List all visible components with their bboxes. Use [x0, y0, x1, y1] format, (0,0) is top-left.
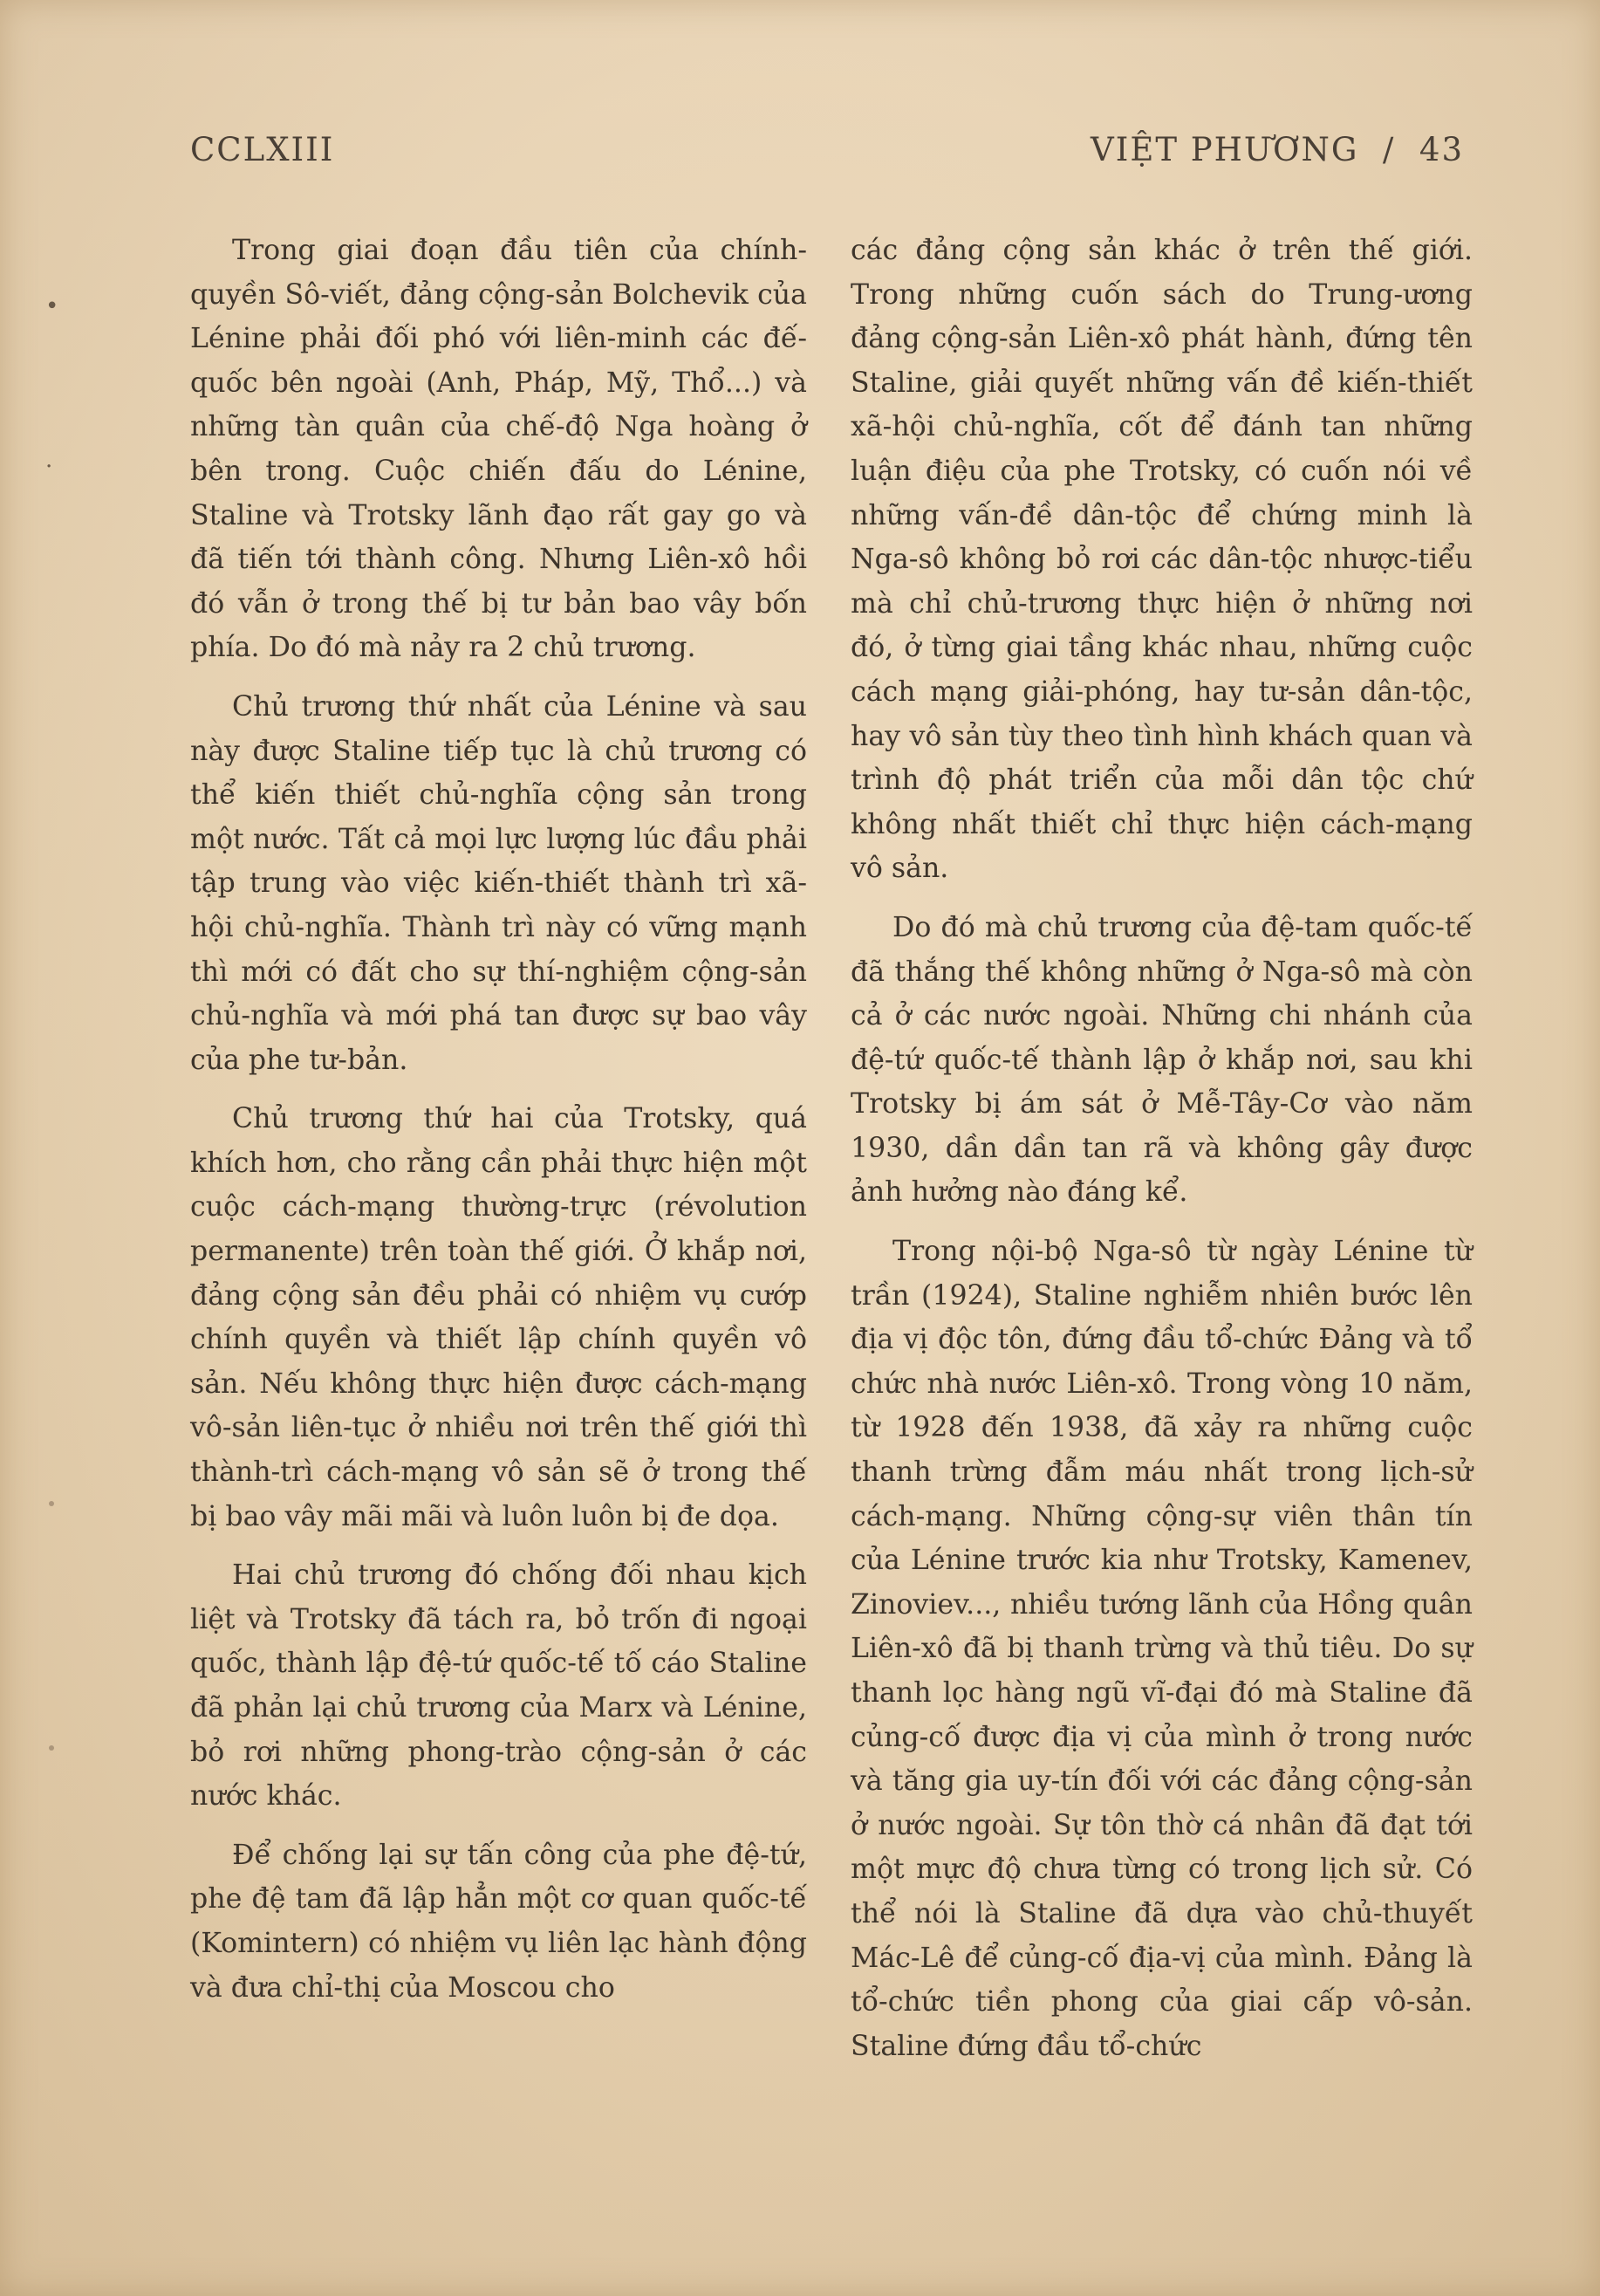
right-text-column: [851, 229, 1473, 2068]
paragraph: Do đó mà chủ trương của đệ-tam quốc-tế đã thắng thế không những ở Nga-sô mà còn cả ở các nước ngoài. Những chi nhánh của đệ-tứ quốc-tế thành lập ở khắp nơi, sau khi Trotsky bị ám sát ở Mễ-Tây-Cơ vào năm 1930, dần dần tan rã và không gây được ảnh hưởng nào đáng kể.: [851, 911, 1473, 1209]
margin-mark: ·: [45, 454, 53, 480]
chapter-number: CCLXIII: [190, 131, 335, 168]
margin-dot: [49, 1501, 54, 1506]
paragraph: Để chống lại sự tấn công của phe đệ-tứ, phe đệ tam đã lập hẳn một cơ quan quốc-tế (Komintern) có nhiệm vụ liên lạc hành động và đưa chỉ-thị của Moscou cho: [190, 1839, 807, 2004]
paragraph: Chủ trương thứ nhất của Lénine và sau này được Staline tiếp tục là chủ trương có thể kiến thiết chủ-nghĩa cộng sản trong một nước. Tất cả mọi lực lượng lúc đầu phải tập trung vào việc kiến-thiết thành trì xã-hội chủ-nghĩa. Thành trì này có vững mạnh thì mới có đất cho sự thí-nghiệm cộng-sản chủ-nghĩa và mới phá tan được sự bao vây của phe tư-bản.: [190, 690, 807, 1076]
left-text-column: [190, 229, 807, 2010]
paragraph: Hai chủ trương đó chống đối nhau kịch liệt và Trotsky đã tách ra, bỏ trốn đi ngoại quốc, thành lập đệ-tứ quốc-tế tố cáo Staline đã phản lại chủ trương của Marx và Lénine, bỏ rơi những phong-trào cộng-sản ở các nước khác.: [190, 1559, 807, 1813]
margin-dot: [49, 1745, 54, 1751]
book-title-and-page-number: VIỆT PHƯƠNG / 43: [1091, 131, 1464, 168]
margin-mark: •: [45, 293, 59, 319]
paragraph: Trong nội-bộ Nga-sô từ ngày Lénine từ trần (1924), Staline nghiễm nhiên bước lên địa vị độc tôn, đứng đầu tổ-chức Đảng và tổ chức nhà nước Liên-xô. Trong vòng 10 năm, từ 1928 đến 1938, đã xảy ra những cuộc thanh trừng đẫm máu nhất trong lịch-sử cách-mạng. Những cộng-sự viên thân tín của Lénine trước kia như Trotsky, Kamenev, Zinoviev..., nhiều tướng lãnh của Hồng quân Liên-xô đã bị thanh trừng và thủ tiêu. Do sự thanh lọc hàng ngũ vĩ-đại đó mà Staline đã củng-cố được địa vị của mình ở trong nước và tăng gia uy-tín đối với các đảng cộng-sản ở nước ngoài. Sự tôn thờ cá nhân đã đạt tới một mực độ chưa từng có trong lịch sử. Có thể nói là Staline đã dựa vào chủ-thuyết Mác-Lê để củng-cố địa-vị của mình. Đảng là tổ-chức tiền phong của giai cấp vô-sản. Staline đứng đầu tổ-chức: [851, 1236, 1473, 2062]
paragraph: Chủ trương thứ hai của Trotsky, quá khích hơn, cho rằng cần phải thực hiện một cuộc cách-mạng thường-trực (révolution permanente) trên toàn thế giới. Ở khắp nơi, đảng cộng sản đều phải có nhiệm vụ cướp chính quyền và thiết lập chính quyền vô sản. Nếu không thực hiện được cách-mạng vô-sản liên-tục ở nhiều nơi trên thế giới thì thành-trì cách-mạng vô sản sẽ ở trong thế bị bao vây mãi mãi và luôn luôn bị đe dọa.: [190, 1103, 807, 1532]
paragraph: các đảng cộng sản khác ở trên thế giới. Trong những cuốn sách do Trung-ương đảng cộng-sản Liên-xô phát hành, đứng tên Staline, giải quyết những vấn đề kiến-thiết xã-hội chủ-nghĩa, cốt để đánh tan những luận điệu của phe Trotsky, có cuốn nói về những vấn-đề dân-tộc để chứng minh là Nga-sô không bỏ rơi các dân-tộc nhược-tiểu mà chỉ chủ-trương thực hiện ở những nơi đó, ở từng giai tầng khác nhau, những cuộc cách mạng giải-phóng, hay tư-sản dân-tộc, hay vô sản tùy theo tình hình khách quan và trình độ phát triển của mỗi dân tộc chứ không nhất thiết chỉ thực hiện cách-mạng vô sản.: [851, 235, 1473, 885]
paragraph: Trong giai đoạn đầu tiên của chính-quyền Sô-viết, đảng cộng-sản Bolchevik của Lénine phải đối phó với liên-minh các đế-quốc bên ngoài (Anh, Pháp, Mỹ, Thổ...) và những tàn quân của chế-độ Nga hoàng ở bên trong. Cuộc chiến đấu do Lénine, Staline và Trotsky lãnh đạo rất gay go và đã tiến tới thành công. Nhưng Liên-xô hồi đó vẫn ở trong thế bị tư bản bao vây bốn phía. Do đó mà nảy ra 2 chủ trương.: [190, 235, 807, 664]
